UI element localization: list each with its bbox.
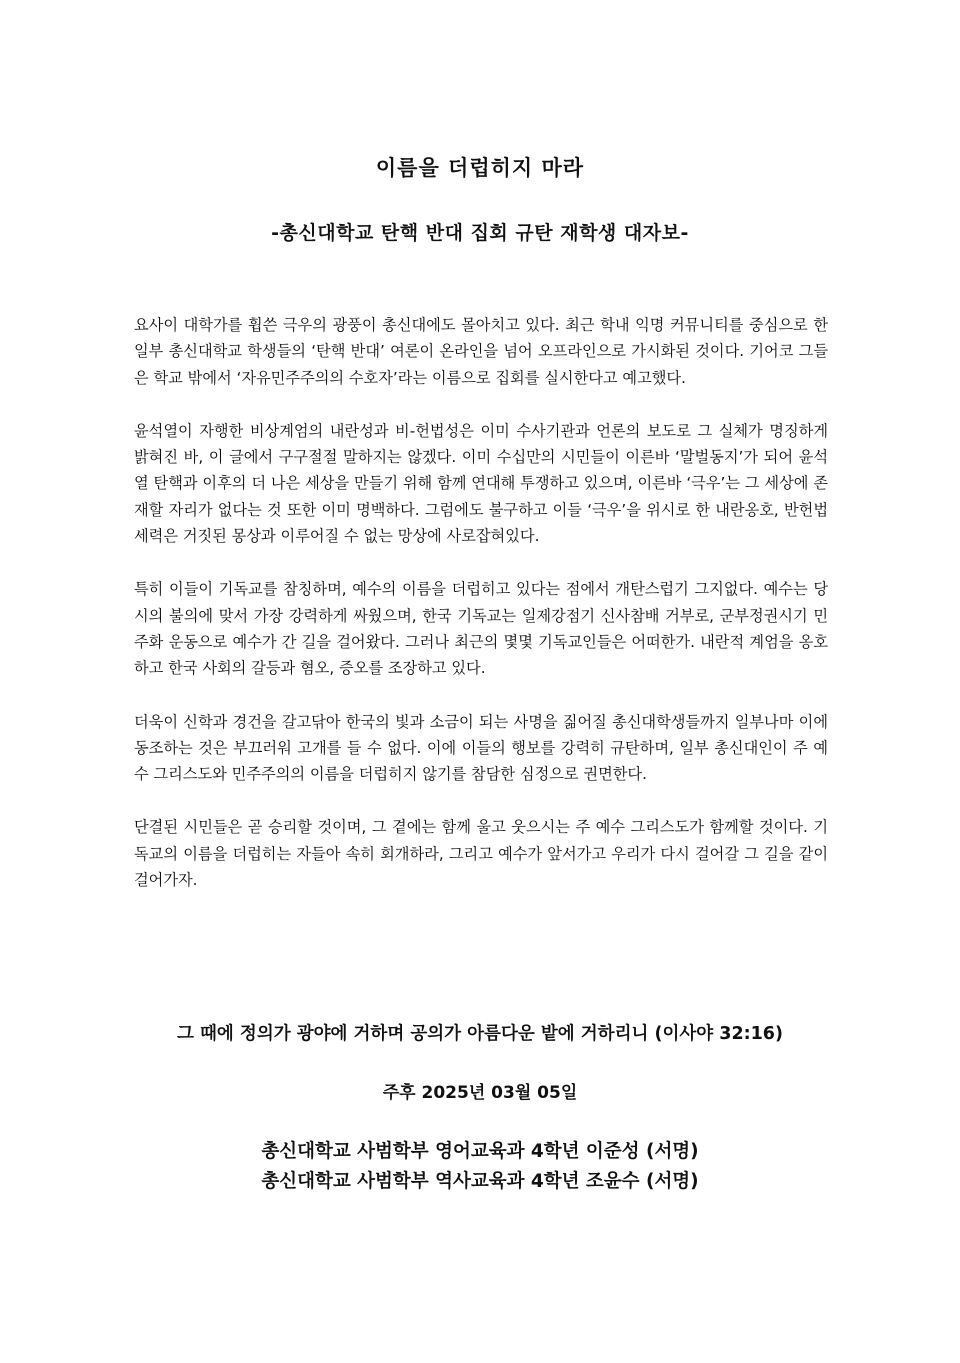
- body-paragraph-4: 더욱이 신학과 경건을 갈고닦아 한국의 빛과 소금이 되는 사명을 짊어질 총신대학생들까지 일부나마 이에 동조하는 것은 부끄러워 고개를 들 수 없다. 이에 이들의 행보를 강력히 규탄하며, 일부 총신대인이 주 예수 그리스도와 민주주의의 이름을 더럽히지 않기를 참담한 심정으로 권면한다.: [134, 712, 828, 784]
- signer-2: 총신대학교 사범학부 역사교육과 4학년 조윤수 (서명): [261, 1171, 699, 1192]
- body-paragraph-2: 윤석열이 자행한 비상계엄의 내란성과 비-헌법성은 이미 수사기관과 언론의 보도로 그 실체가 명징하게 밝혀진 바, 이 글에서 구구절절 말하지는 않겠다. 이미 수십만의 시민들이 이른바 ‘말벌동지’가 되어 윤석열 탄핵과 이후의 더 나은 세상을 만들기 위해 함께 연대해 투쟁하고 있으며, 이른바 ‘극우’는 그 세상에 존재할 자리가 없다는 것 또한 이미 명백하다. 그럼에도 불구하고 이들 ‘극우’을 위시로 한 내란옹호, 반헌법 세력은 거짓된 몽상과 이루어질 수 없는 망상에 사로잡혀있다.: [134, 421, 828, 546]
- body-paragraph-3: 특히 이들이 기독교를 참칭하며, 예수의 이름을 더럽히고 있다는 점에서 개탄스럽기 그지없다. 예수는 당시의 불의에 맞서 가장 강력하게 싸웠으며, 한국 기독교는 일제강점기 신사참배 거부로, 군부정권시기 민주화 운동으로 예수가 간 길을 걸어왔다. 그러나 최근의 몇몇 기독교인들은 어떠한가. 내란적 계엄을 옹호하고 한국 사회의 갈등과 혐오, 증오를 조장하고 있다.: [134, 580, 828, 678]
- poster-subtitle: -총신대학교 탄핵 반대 집회 규탄 재학생 대자보-: [271, 222, 689, 244]
- signer-1: 총신대학교 사범학부 영어교육과 4학년 이준성 (서명): [261, 1141, 699, 1162]
- poster-title: 이름을 더럽히지 마라: [375, 156, 585, 180]
- body-paragraph-5: 단결된 시민들은 곧 승리할 것이며, 그 곁에는 함께 울고 웃으시는 주 예수 그리스도가 함께할 것이다. 기독교의 이름을 더럽히는 자들아 속히 회개하라, 그리고 예수가 앞서가고 우리가 다시 걸어갈 그 길을 같이 걸어가자.: [134, 818, 828, 890]
- poster-body: [134, 312, 828, 920]
- scripture-verse: 그 때에 정의가 광야에 거하며 공의가 아름다운 밭에 거하리니 (이사야 32:16): [177, 1024, 783, 1044]
- body-paragraph-1: 요사이 대학가를 휩쓴 극우의 광풍이 총신대에도 몰아치고 있다. 최근 학내 익명 커뮤니티를 중심으로 한 일부 총신대학교 학생들의 ‘탄핵 반대’ 여론이 온라인을 넘어 오프라인으로 가시화된 것이다. 기어코 그들은 학교 밖에서 ‘자유민주주의의 수호자’라는 이름으로 집회를 실시한다고 예고했다.: [134, 316, 828, 387]
- poster-date: 주후 2025년 03월 05일: [382, 1083, 578, 1103]
- signer-list: [0, 1137, 960, 1197]
